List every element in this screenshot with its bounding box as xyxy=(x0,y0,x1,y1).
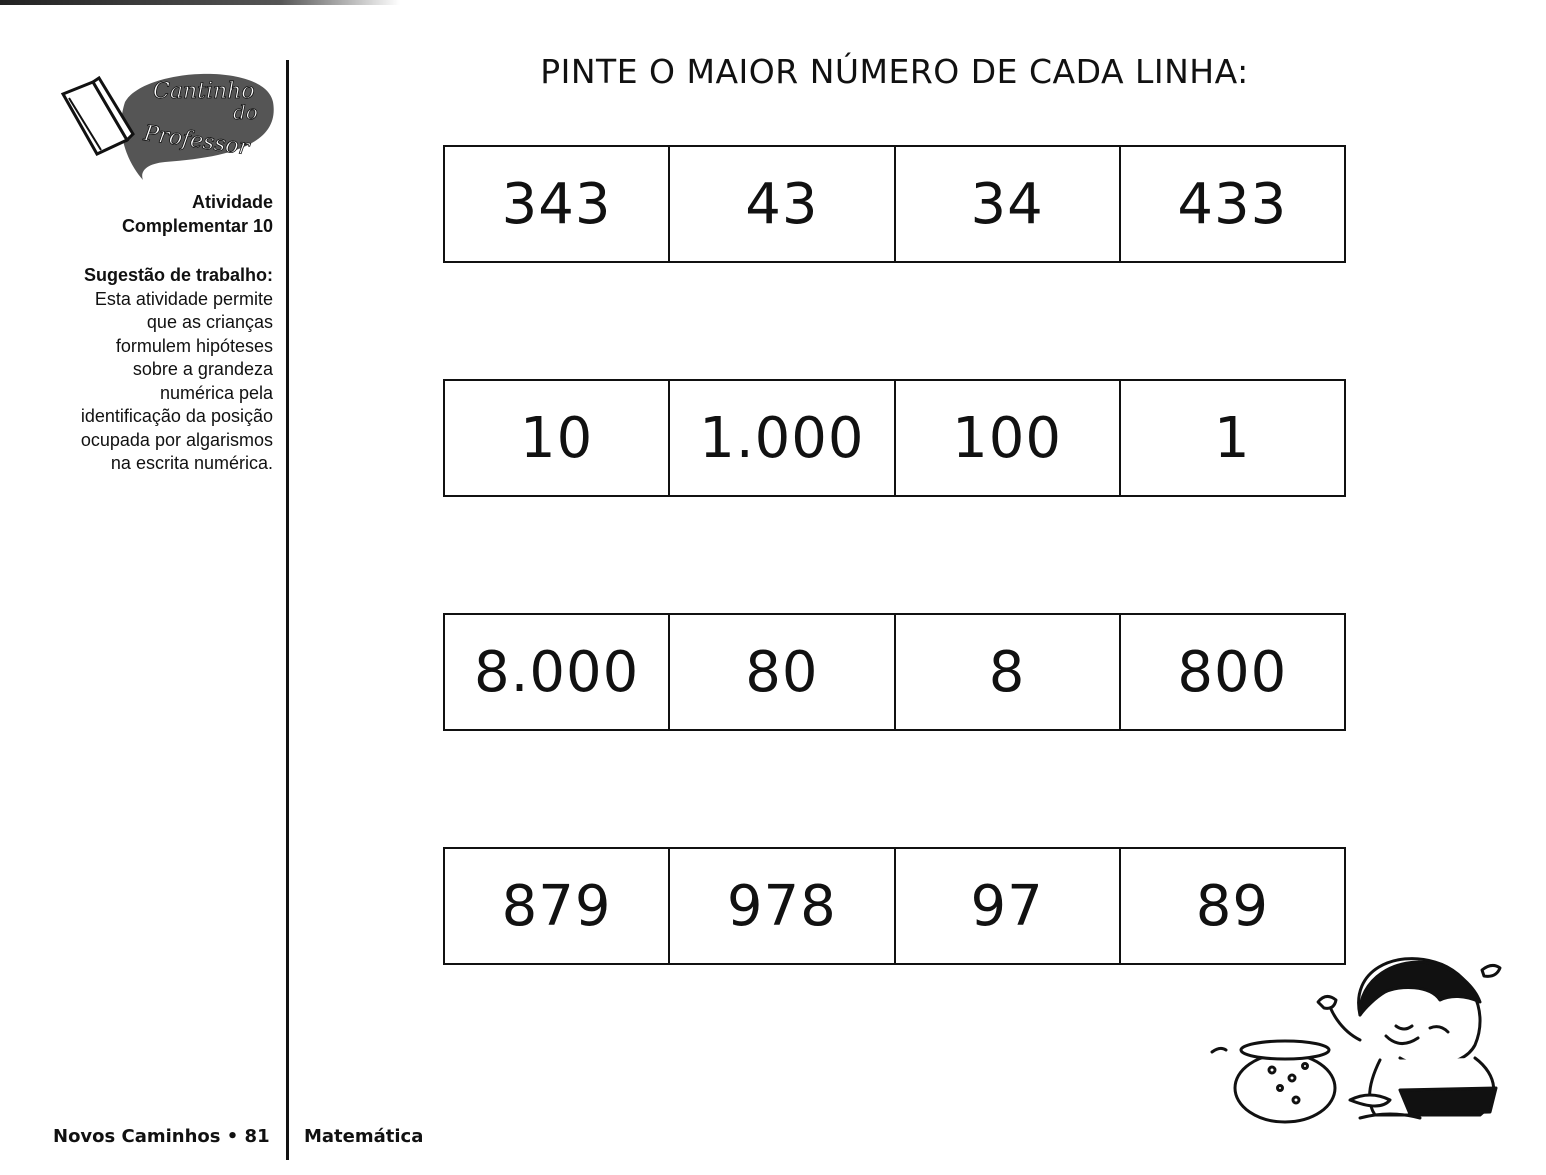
book-icon xyxy=(63,78,133,154)
logo-line-2: do xyxy=(233,100,258,124)
number-cell[interactable]: 1 xyxy=(1214,405,1251,471)
suggestion-line: sobre a grandeza xyxy=(132,359,273,379)
suggestion-line: numérica pela xyxy=(159,382,273,403)
suggestion-line: formulem hipóteses xyxy=(115,335,273,356)
logo-line-1: Cantinho xyxy=(153,79,255,104)
activity-title-line-2: Complementar 10 xyxy=(121,216,273,236)
girl-with-fishbowl-illustration xyxy=(1200,940,1520,1125)
footer-book-page: Novos Caminhos • 81 xyxy=(53,1126,270,1147)
suggestion-heading: Sugestão de trabalho: xyxy=(83,265,273,285)
number-cell[interactable]: 80 xyxy=(670,615,895,729)
number-cell[interactable]: 10 xyxy=(445,381,670,495)
suggestion-line: ocupada por algarismos xyxy=(80,429,273,450)
number-cell[interactable]: 43 xyxy=(670,147,895,261)
number-row-1 xyxy=(443,145,1346,263)
top-rule xyxy=(0,0,400,5)
logo-line-3: Professor xyxy=(142,121,251,161)
number-cell[interactable]: 1.000 xyxy=(670,381,895,495)
footer-subject: Matemática xyxy=(304,1126,424,1147)
cantinho-do-professor-logo xyxy=(55,62,280,182)
number-cell[interactable]: 879 xyxy=(445,849,670,963)
suggestion-line: Esta atividade permite xyxy=(94,288,273,309)
activity-title-line-1: Atividade xyxy=(191,192,273,212)
work-suggestion xyxy=(43,264,273,476)
number-cell[interactable]: 8.000 xyxy=(445,615,670,729)
number-row-2 xyxy=(443,379,1346,497)
suggestion-line: identificação da posição xyxy=(80,406,273,426)
vertical-divider xyxy=(286,60,289,1160)
suggestion-line: que as crianças xyxy=(146,312,273,332)
number-cell[interactable]: 433 xyxy=(1177,171,1288,237)
number-cell[interactable]: 978 xyxy=(670,849,895,963)
activity-title xyxy=(122,190,273,238)
number-cell[interactable]: 34 xyxy=(896,147,1121,261)
number-cell[interactable]: 89 xyxy=(1195,873,1269,939)
number-row-3 xyxy=(443,613,1346,731)
number-cell[interactable]: 800 xyxy=(1177,639,1288,705)
instruction-heading: PINTE O MAIOR NÚMERO DE CADA LINHA: xyxy=(540,52,1249,91)
suggestion-line: na escrita numérica. xyxy=(110,453,273,473)
number-cell[interactable]: 343 xyxy=(445,147,670,261)
number-cell[interactable]: 97 xyxy=(896,849,1121,963)
number-cell[interactable]: 100 xyxy=(896,381,1121,495)
number-cell[interactable]: 8 xyxy=(896,615,1121,729)
